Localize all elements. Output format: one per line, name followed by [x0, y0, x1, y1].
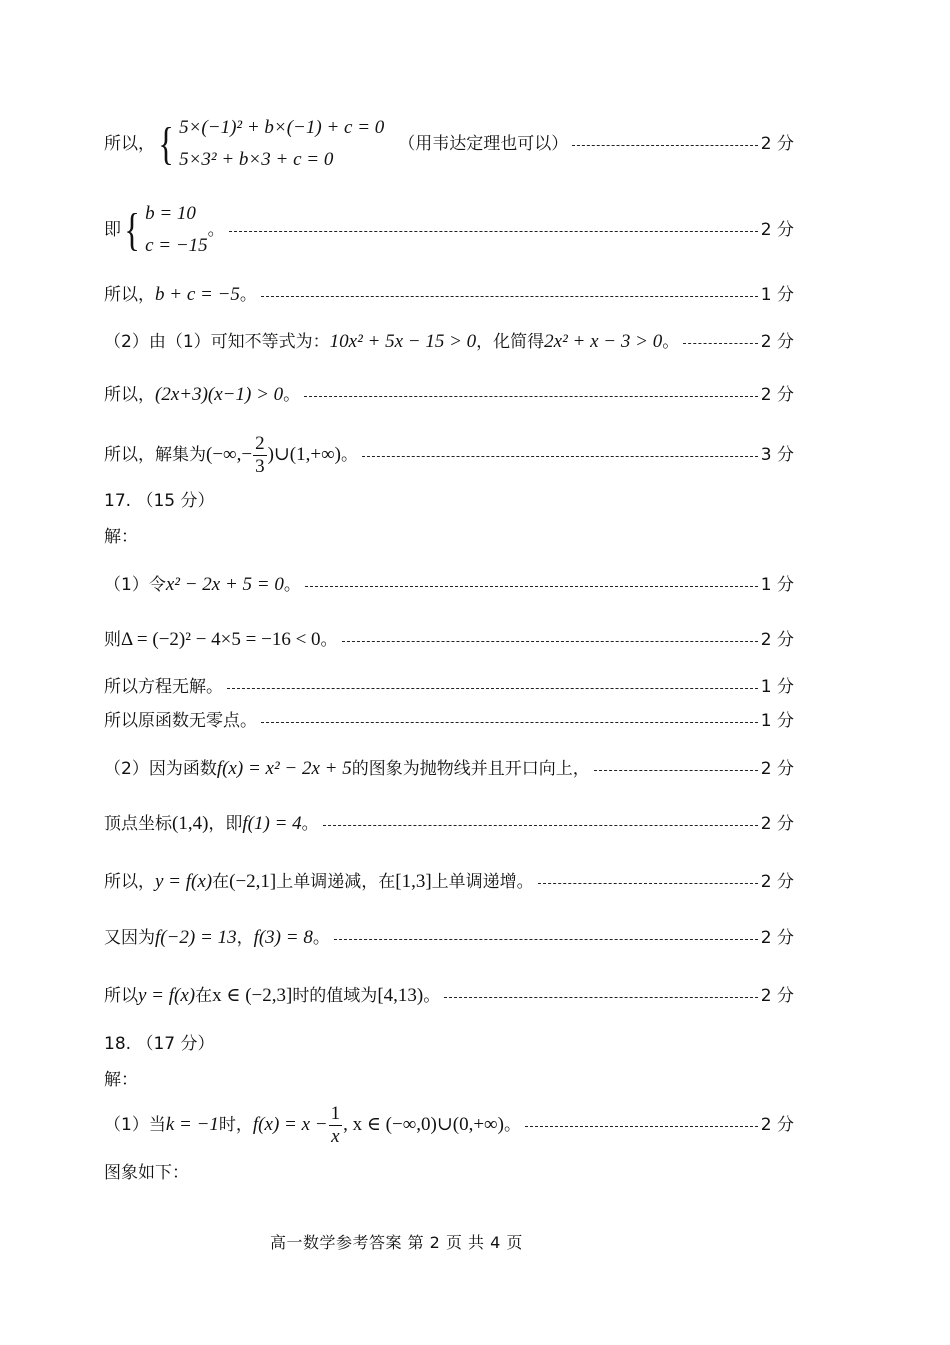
line-12-math-1: (1,4): [172, 813, 209, 834]
line-2-score: 2 分: [760, 220, 794, 240]
line-12-text-2: ，即: [208, 814, 243, 834]
line-6-prefix: 所以，解集为: [104, 445, 206, 465]
line-6-score: 3 分: [760, 445, 794, 465]
score-leader: [525, 1126, 758, 1127]
line-1-note: （用韦达定理也可以）: [398, 134, 569, 154]
score-leader: [334, 939, 758, 940]
answer-line-9: [104, 676, 794, 698]
line-3-suffix: 。: [239, 285, 257, 305]
line-11-text-1: （2）因为函数: [104, 759, 217, 779]
line-13-math-3: [1,3]: [395, 871, 432, 892]
line-15-text-3: 时的值域为: [292, 986, 378, 1006]
line-11-math: f(x) = x² − 2x + 5: [216, 758, 352, 779]
line-14-text-1: 又因为: [104, 928, 155, 948]
line-1-prefix: 所以，: [104, 134, 155, 154]
line-6-math-after: )∪(1,+∞): [267, 444, 341, 465]
score-leader: [261, 722, 758, 723]
answer-line-4: [104, 331, 794, 353]
score-leader: [304, 396, 758, 397]
answer-line-16: [104, 1102, 794, 1148]
score-leader: [305, 586, 758, 587]
score-leader: [362, 456, 758, 457]
line-5-suffix: 。: [283, 385, 301, 405]
question-17-solution-label: 解：: [104, 527, 138, 547]
fraction-one-over-x: [329, 1103, 343, 1148]
fraction-numerator: 1: [330, 1102, 341, 1124]
line-14-text-2: ，: [236, 928, 254, 948]
line-16-text-1: （1）当: [104, 1115, 166, 1135]
line-15-text-4: 。: [423, 986, 441, 1006]
answer-line-13: [104, 871, 794, 893]
answer-line-1: [104, 112, 794, 176]
score-leader: [229, 231, 758, 232]
line-15-math-1: y = f(x): [138, 985, 196, 1006]
answer-line-6: [104, 432, 794, 478]
line-13-text-4: 上单调递增。: [431, 872, 534, 892]
line-6-math-before: (−∞,−: [206, 444, 253, 465]
line-16-math-3: , x ∈ (−∞,0)∪(0,+∞): [343, 1114, 504, 1135]
line-8-prefix: 则: [104, 630, 121, 650]
question-17-heading: 17. （15 分）: [104, 491, 215, 511]
line-11-text-2: 的图象为抛物线并且开口向上，: [351, 759, 590, 779]
line-14-math-1: f(−2) = 13: [155, 927, 237, 948]
line-11-score: 2 分: [760, 759, 794, 779]
line-3-math: b + c = −5: [155, 284, 240, 305]
line-15-score: 2 分: [760, 986, 794, 1006]
score-leader: [261, 296, 758, 297]
answer-line-14: [104, 927, 794, 949]
line-9-text: 所以方程无解。: [104, 677, 223, 697]
line-16-text-3: 。: [503, 1115, 521, 1135]
answer-line-15: [104, 985, 794, 1007]
line-13-text-1: 所以，: [104, 872, 155, 892]
line-10-text: 所以原函数无零点。: [104, 711, 257, 731]
line-5-prefix: 所以，: [104, 385, 155, 405]
line-16-math-2: f(x) = x −: [252, 1114, 328, 1135]
score-leader: [444, 997, 758, 998]
line-13-text-2: 在: [212, 872, 230, 892]
line-15-text-2: 在: [195, 986, 213, 1006]
line-6-suffix: 。: [340, 445, 358, 465]
score-leader: [572, 145, 757, 146]
line-7-prefix: （1）令: [104, 575, 166, 595]
line-8-suffix: 。: [320, 630, 338, 650]
answer-line-3: [104, 284, 794, 306]
line-12-score: 2 分: [760, 814, 794, 834]
line-3-prefix: 所以，: [104, 285, 155, 305]
fraction-denominator: 3: [255, 455, 265, 477]
line-7-suffix: 。: [283, 575, 301, 595]
line-4-text-2: ，化简得: [476, 332, 545, 352]
system-1-eq-2: 5×3² + b×3 + c = 0: [179, 149, 334, 170]
line-16-math-1: k = −1: [165, 1114, 219, 1135]
line-14-score: 2 分: [760, 928, 794, 948]
fraction-numerator: 2: [255, 432, 265, 454]
line-10-score: 1 分: [760, 711, 794, 731]
system-2-eq-1: b = 10: [145, 203, 196, 224]
question-18-heading: 18. （17 分）: [104, 1034, 215, 1054]
answer-line-2: [104, 198, 794, 262]
system-2-eq-2: c = −15: [145, 235, 208, 256]
score-leader: [538, 883, 758, 884]
left-brace-icon: {: [158, 118, 174, 169]
line-4-score: 2 分: [760, 332, 794, 352]
line-13-math-1: y = f(x): [155, 871, 213, 892]
line-3-score: 1 分: [760, 285, 794, 305]
fraction-denominator: x: [331, 1125, 340, 1147]
graph-intro-text: 图象如下：: [104, 1163, 189, 1183]
answer-line-11: [104, 758, 794, 780]
line-15-text-1: 所以: [104, 986, 138, 1006]
line-13-score: 2 分: [760, 872, 794, 892]
line-12-text-1: 顶点坐标: [104, 814, 172, 834]
line-13-text-3: 上单调递减，在: [276, 872, 396, 892]
score-leader: [594, 770, 758, 771]
answer-line-10: [104, 710, 794, 732]
answer-line-8: [104, 629, 794, 651]
line-5-math: (2x+3)(x−1) > 0: [155, 384, 284, 405]
line-16-score: 2 分: [760, 1115, 794, 1135]
line-4-math-1: 10x² + 5x − 15 > 0: [329, 331, 477, 352]
line-4-text-1: （2）由（1）可知不等式为：: [104, 332, 330, 352]
line-4-text-3: 。: [662, 332, 680, 352]
question-18-solution-label: 解：: [104, 1070, 138, 1090]
line-12-text-3: 。: [301, 814, 319, 834]
line-12-math-2: f(1) = 4: [242, 813, 302, 834]
system-1-eq-1: 5×(−1)² + b×(−1) + c = 0: [179, 117, 385, 138]
line-14-text-3: 。: [312, 928, 330, 948]
line-14-math-2: f(3) = 8: [253, 927, 313, 948]
line-8-math: Δ = (−2)² − 4×5 = −16 < 0: [121, 629, 321, 650]
line-9-score: 1 分: [760, 677, 794, 697]
score-leader: [323, 825, 758, 826]
page-footer: 高一数学参考答案 第 2 页 共 4 页: [270, 1233, 523, 1252]
line-2-prefix: 即: [104, 220, 121, 240]
line-8-score: 2 分: [760, 630, 794, 650]
equation-system-1: [155, 112, 384, 176]
line-7-math: x² − 2x + 5 = 0: [165, 574, 284, 595]
line-1-score: 2 分: [760, 134, 794, 154]
line-15-math-3: [4,13): [377, 985, 424, 1006]
line-4-math-2: 2x² + x − 3 > 0: [544, 331, 663, 352]
answer-line-12: [104, 813, 794, 835]
score-leader: [342, 641, 758, 642]
left-brace-icon: {: [124, 204, 140, 255]
line-16-text-2: 时，: [218, 1115, 253, 1135]
line-15-math-2: x ∈ (−2,3]: [212, 985, 293, 1006]
line-2-suffix: 。: [207, 220, 225, 240]
line-7-score: 1 分: [760, 575, 794, 595]
score-leader: [227, 688, 758, 689]
score-leader: [683, 343, 758, 344]
answer-line-5: [104, 384, 794, 406]
line-13-math-2: (−2,1]: [229, 871, 277, 892]
line-5-score: 2 分: [760, 385, 794, 405]
fraction-two-thirds: [253, 433, 267, 478]
answer-line-7: [104, 574, 794, 596]
equation-system-2: [121, 198, 208, 262]
